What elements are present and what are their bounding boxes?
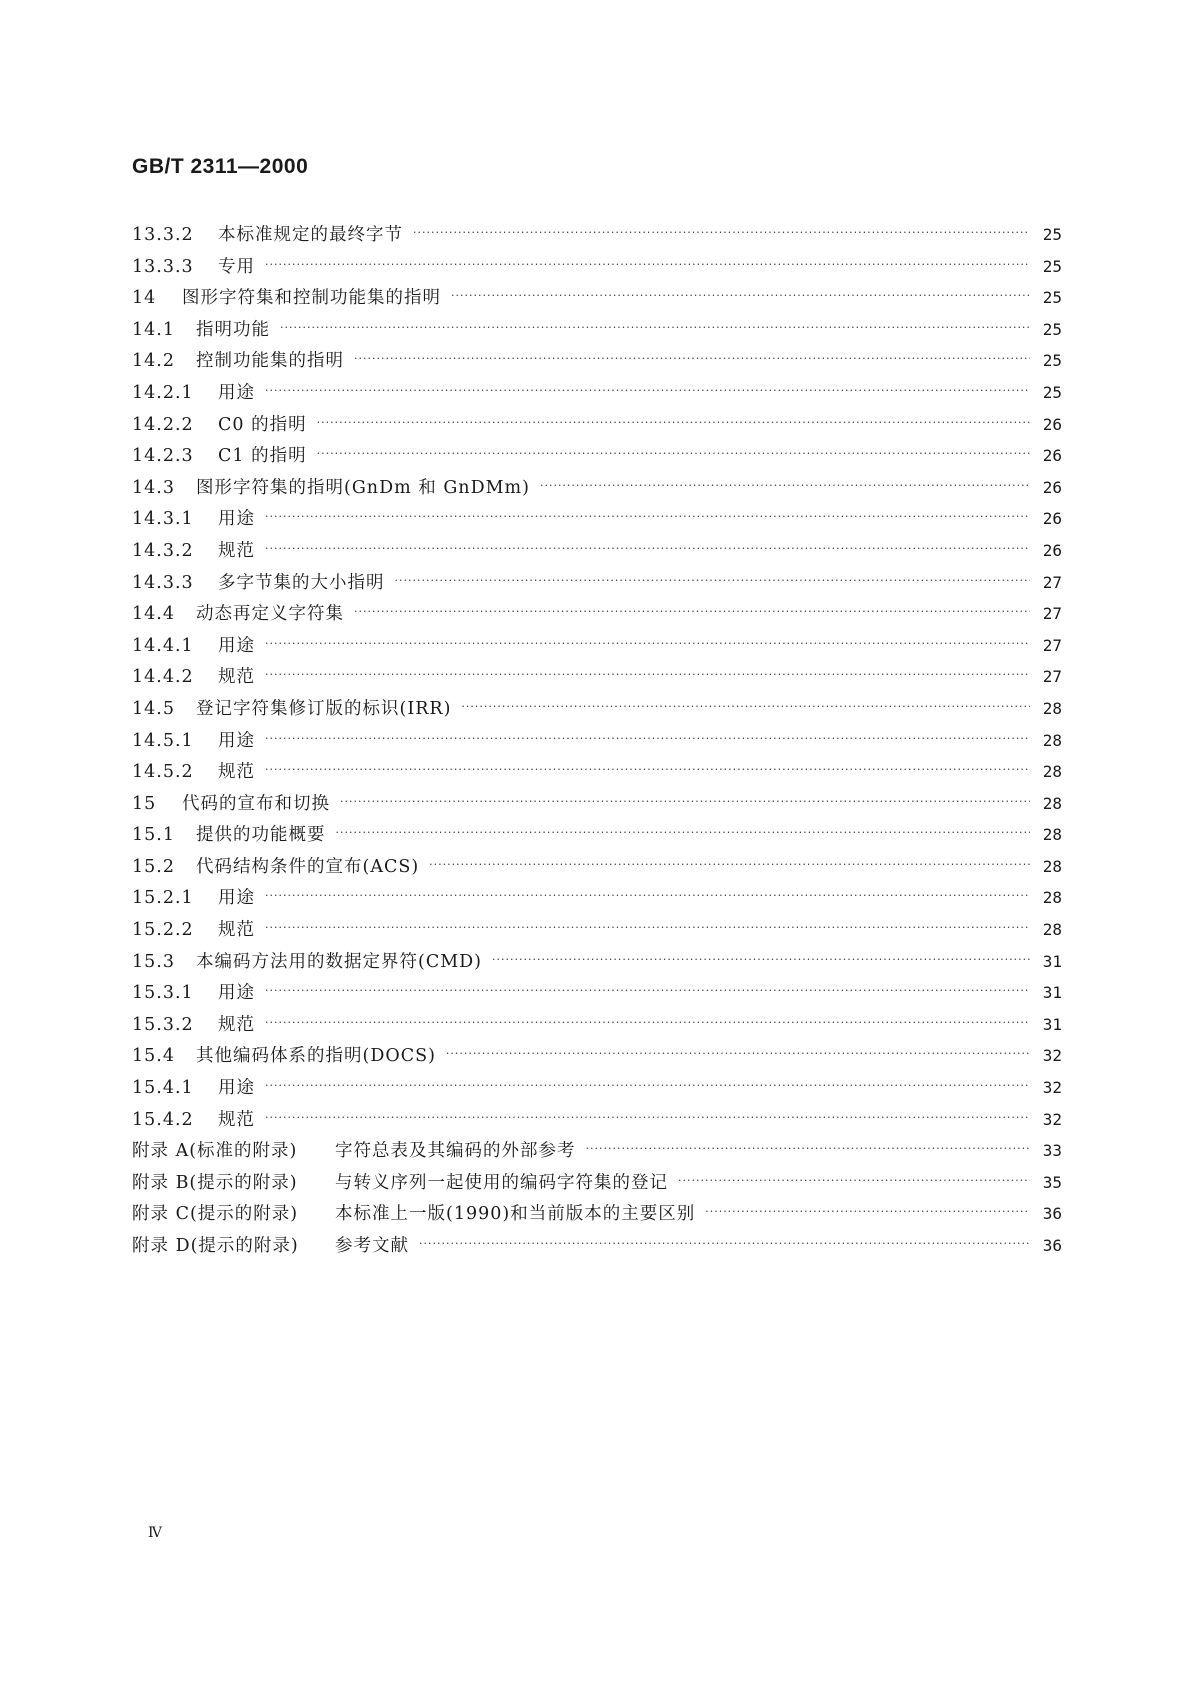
toc-entry-title: C0 的指明 [218, 414, 307, 435]
toc-entry[interactable] [132, 251, 1062, 283]
toc-entry-page: 36 [1042, 1204, 1062, 1224]
toc-entry-title: 用途 [218, 635, 255, 656]
toc-entry-title: 控制功能集的指明 [196, 351, 344, 372]
standard-code: GB/T 2311—2000 [132, 155, 309, 178]
toc-entry-title: 提供的功能概要 [196, 825, 326, 846]
toc-entry-page: 32 [1042, 1046, 1062, 1066]
toc-dot-leader [446, 1038, 1030, 1070]
toc-entry[interactable] [132, 1040, 1062, 1072]
toc-entry-number: 14.2.3 [132, 446, 194, 467]
toc-entry-number: 14.4.1 [132, 635, 194, 656]
toc-entry[interactable] [132, 693, 1062, 725]
toc-entry-page: 31 [1042, 983, 1062, 1003]
toc-entry-title: 登记字符集修订版的标识(IRR) [196, 698, 452, 719]
toc-entry-page: 33 [1042, 1141, 1062, 1161]
toc-entry-page: 28 [1042, 730, 1062, 750]
toc-entry-page: 28 [1042, 762, 1062, 782]
toc-entry-title: 多字节集的大小指明 [218, 572, 385, 593]
toc-entry-page: 27 [1042, 604, 1062, 624]
toc-entry-number: 13.3.3 [132, 256, 194, 277]
toc-entry-title: 规范 [218, 540, 255, 561]
toc-entry-number: 13.3.2 [132, 225, 194, 245]
toc-entry-page: 27 [1042, 635, 1062, 655]
toc-entry-number: 附录 D(提示的附录) [132, 1236, 299, 1256]
toc-dot-leader [265, 533, 1030, 565]
toc-entry[interactable] [132, 598, 1062, 630]
toc-entry[interactable] [132, 1072, 1062, 1104]
toc-entry[interactable] [132, 1009, 1062, 1041]
toc-dot-leader [265, 754, 1030, 786]
toc-dot-leader [317, 407, 1030, 439]
toc-entry[interactable] [132, 440, 1062, 472]
toc-entry-number: 附录 A(标准的附录) [132, 1141, 298, 1162]
toc-dot-leader [413, 217, 1030, 249]
toc-entry-title: 本标准规定的最终字节 [218, 225, 403, 245]
toc-entry[interactable] [132, 977, 1062, 1009]
toc-entry[interactable] [132, 472, 1062, 504]
toc-entry-number: 14.4.2 [132, 667, 194, 688]
toc-entry-number: 15.4.1 [132, 1078, 194, 1099]
toc-entry-page: 28 [1042, 825, 1062, 845]
toc-entry-page: 31 [1042, 1014, 1062, 1034]
toc-entry-number: 15.3.2 [132, 1014, 194, 1035]
toc-entry-page: 26 [1042, 446, 1062, 466]
toc-dot-leader [678, 1165, 1030, 1197]
toc-entry-title: C1 的指明 [218, 446, 307, 467]
toc-entry-title: 专用 [218, 256, 255, 277]
toc-entry-page: 27 [1042, 667, 1062, 687]
toc-entry-title: 图形字符集的指明(GnDm 和 GnDMm) [196, 477, 530, 498]
toc-entry-title: 用途 [218, 509, 255, 530]
toc-entry-number: 15.3.1 [132, 983, 194, 1004]
toc-entry-page: 28 [1042, 856, 1062, 876]
toc-entry[interactable] [132, 1167, 1062, 1199]
toc-entry-page: 26 [1042, 477, 1062, 497]
toc-dot-leader [336, 817, 1031, 849]
toc-entry-title: 用途 [218, 1078, 255, 1099]
toc-dot-leader [419, 1228, 1030, 1260]
toc-entry-number: 15.2 [132, 856, 175, 877]
toc-dot-leader [317, 438, 1030, 470]
toc-entry-page: 26 [1042, 540, 1062, 560]
toc-entry-title: 图形字符集和控制功能集的指明 [182, 288, 441, 309]
toc-entry[interactable] [132, 535, 1062, 567]
toc-dot-leader [340, 786, 1030, 818]
toc-entry-page: 25 [1042, 288, 1062, 308]
page-number: Ⅳ [148, 1525, 162, 1541]
toc-entry[interactable] [132, 1135, 1062, 1167]
toc-entry-number: 15.3 [132, 951, 175, 972]
toc-entry-number: 15.1 [132, 825, 175, 846]
toc-entry-number: 14.3.2 [132, 540, 194, 561]
toc-entry-title: 用途 [218, 382, 255, 403]
toc-dot-leader [429, 849, 1030, 881]
toc-entry[interactable] [132, 219, 1062, 251]
toc-dot-leader [395, 565, 1031, 597]
toc-entry[interactable] [132, 567, 1062, 599]
toc-entry-page: 25 [1042, 319, 1062, 339]
table-of-contents [132, 219, 1062, 1262]
toc-entry[interactable] [132, 282, 1062, 314]
toc-entry[interactable] [132, 756, 1062, 788]
toc-dot-leader [492, 944, 1030, 976]
toc-entry-title: 用途 [218, 888, 255, 909]
toc-entry[interactable] [132, 503, 1062, 535]
toc-entry[interactable] [132, 409, 1062, 441]
toc-entry-number: 14.5.1 [132, 730, 194, 751]
toc-entry-page: 28 [1042, 920, 1062, 940]
toc-entry-number: 15.2.1 [132, 888, 194, 909]
toc-dot-leader [265, 912, 1030, 944]
toc-entry-page: 25 [1042, 225, 1062, 244]
toc-dot-leader [265, 659, 1030, 691]
toc-entry-page: 28 [1042, 698, 1062, 718]
toc-entry-page: 28 [1042, 793, 1062, 813]
toc-entry-page: 26 [1042, 414, 1062, 434]
toc-entry-number: 14.4 [132, 604, 175, 625]
toc-entry-number: 15.2.2 [132, 920, 194, 941]
toc-entry-title: 用途 [218, 730, 255, 751]
toc-entry-page: 32 [1042, 1109, 1062, 1129]
toc-entry-title: 代码结构条件的宣布(ACS) [196, 856, 420, 877]
toc-entry-number: 14.5.2 [132, 762, 194, 783]
toc-entry[interactable] [132, 1104, 1062, 1136]
toc-entry-title: 其他编码体系的指明(DOCS) [196, 1046, 436, 1067]
toc-dot-leader [586, 1133, 1031, 1165]
toc-dot-leader [265, 1102, 1030, 1134]
toc-entry[interactable] [132, 345, 1062, 377]
toc-entry-title: 规范 [218, 1014, 255, 1035]
toc-entry-title: 规范 [218, 1109, 255, 1130]
toc-entry[interactable] [132, 377, 1062, 409]
toc-entry-number: 14 [132, 288, 157, 309]
toc-entry-page: 27 [1042, 572, 1062, 592]
toc-dot-leader [280, 312, 1030, 344]
toc-entry-title: 本标准上一版(1990)和当前版本的主要区别 [335, 1204, 696, 1225]
toc-entry-page: 31 [1042, 951, 1062, 971]
toc-dot-leader [354, 343, 1030, 375]
toc-entry-page: 36 [1042, 1236, 1062, 1255]
toc-entry-number: 15 [132, 793, 157, 814]
toc-entry-page: 32 [1042, 1078, 1062, 1098]
toc-entry-number: 附录 C(提示的附录) [132, 1204, 299, 1225]
toc-entry-title: 与转义序列一起使用的编码字符集的登记 [335, 1172, 668, 1193]
toc-dot-leader [540, 470, 1030, 502]
toc-entry[interactable] [132, 725, 1062, 757]
toc-entry-number: 14.3.1 [132, 509, 194, 530]
toc-dot-leader [265, 628, 1030, 660]
toc-dot-leader [705, 1196, 1030, 1228]
toc-dot-leader [451, 280, 1030, 312]
toc-entry[interactable] [132, 851, 1062, 883]
toc-entry-number: 15.4 [132, 1046, 175, 1067]
toc-entry[interactable] [132, 1198, 1062, 1230]
toc-entry[interactable] [132, 946, 1062, 978]
toc-entry-title: 规范 [218, 762, 255, 783]
toc-entry[interactable] [132, 819, 1062, 851]
toc-dot-leader [265, 1007, 1030, 1039]
toc-dot-leader [265, 1070, 1030, 1102]
toc-entry-title: 本编码方法用的数据定界符(CMD) [196, 951, 482, 972]
toc-entry-title: 代码的宣布和切换 [182, 793, 330, 814]
toc-entry[interactable] [132, 914, 1062, 946]
toc-entry-title: 动态再定义字符集 [196, 604, 344, 625]
toc-dot-leader [354, 596, 1030, 628]
toc-entry[interactable] [132, 314, 1062, 346]
toc-entry-number: 14.5 [132, 698, 175, 719]
toc-entry[interactable] [132, 661, 1062, 693]
toc-entry-number: 14.2.2 [132, 414, 194, 435]
toc-dot-leader [265, 249, 1030, 281]
toc-entry-number: 14.3.3 [132, 572, 194, 593]
toc-dot-leader [461, 691, 1030, 723]
toc-entry-page: 28 [1042, 888, 1062, 908]
toc-entry-number: 14.3 [132, 477, 175, 498]
toc-entry-number: 14.2 [132, 351, 175, 372]
toc-entry-number: 附录 B(提示的附录) [132, 1172, 298, 1193]
toc-entry[interactable] [132, 882, 1062, 914]
toc-dot-leader [265, 880, 1030, 912]
toc-entry-number: 15.4.2 [132, 1109, 194, 1130]
toc-entry[interactable] [132, 788, 1062, 820]
toc-entry[interactable] [132, 1230, 1062, 1262]
toc-entry-page: 25 [1042, 351, 1062, 371]
toc-entry-page: 25 [1042, 256, 1062, 276]
toc-entry-page: 26 [1042, 509, 1062, 529]
toc-entry-title: 指明功能 [196, 319, 270, 340]
toc-entry[interactable] [132, 630, 1062, 662]
toc-dot-leader [265, 975, 1030, 1007]
toc-dot-leader [265, 501, 1030, 533]
toc-entry-title: 参考文献 [335, 1236, 409, 1256]
toc-entry-title: 规范 [218, 920, 255, 941]
toc-entry-title: 字符总表及其编码的外部参考 [335, 1141, 576, 1162]
toc-entry-title: 规范 [218, 667, 255, 688]
toc-entry-title: 用途 [218, 983, 255, 1004]
toc-entry-number: 14.1 [132, 319, 175, 340]
toc-entry-page: 35 [1042, 1172, 1062, 1192]
toc-entry-number: 14.2.1 [132, 382, 194, 403]
toc-entry-page: 25 [1042, 382, 1062, 402]
toc-dot-leader [265, 723, 1030, 755]
toc-dot-leader [265, 375, 1030, 407]
